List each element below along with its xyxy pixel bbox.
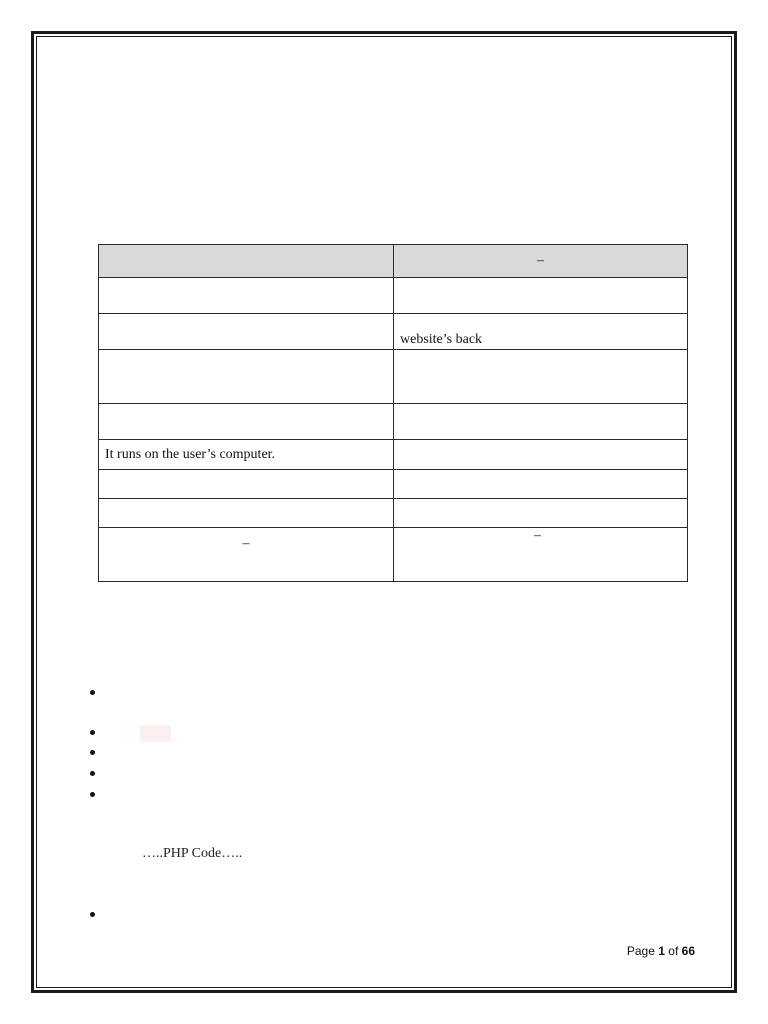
bullet-point [89, 749, 97, 757]
highlight-mark [140, 725, 171, 742]
table-cell [99, 528, 394, 582]
table-row [99, 528, 688, 582]
table-header-cell-2: – [394, 245, 688, 278]
table-row [99, 350, 688, 404]
table-header-cell-1 [99, 245, 394, 278]
table-cell [99, 470, 394, 499]
page-footer [560, 944, 695, 958]
table-cell [394, 314, 688, 350]
footer-total-pages: 66 [681, 944, 695, 958]
table-row [99, 499, 688, 528]
table-cell [99, 278, 394, 314]
comparison-table [98, 244, 688, 582]
table-cell [394, 499, 688, 528]
table-cell [394, 528, 688, 582]
table-cell-text: It runs on the user’s computer. [105, 446, 276, 462]
code-caption: …..PHP Code….. [142, 846, 243, 861]
table-cell [99, 350, 394, 404]
table-cell-text: website’s back [400, 332, 483, 347]
table-row [99, 470, 688, 499]
footer-page-label: Page [626, 944, 655, 958]
bullet-point [89, 729, 97, 737]
table-cell [394, 440, 688, 470]
bullet-point [89, 911, 97, 919]
table-cell-text: – [534, 528, 541, 543]
table-cell [99, 499, 394, 528]
table-row [99, 440, 688, 470]
table-cell [99, 314, 394, 350]
bullet-point [89, 791, 97, 799]
table-cell [394, 350, 688, 404]
bullet-point [89, 689, 97, 697]
table-header-row [99, 245, 688, 278]
table-cell [394, 470, 688, 499]
table-cell [99, 404, 394, 440]
table-cell [394, 404, 688, 440]
table-cell [394, 278, 688, 314]
footer-of-label: of [668, 944, 679, 958]
bullet-point [89, 770, 97, 778]
footer-page-number: 1 [658, 944, 665, 958]
table-row [99, 404, 688, 440]
table-row [99, 278, 688, 314]
table-cell [99, 440, 394, 470]
table-cell-text: – [242, 536, 250, 551]
table-row [99, 314, 688, 350]
